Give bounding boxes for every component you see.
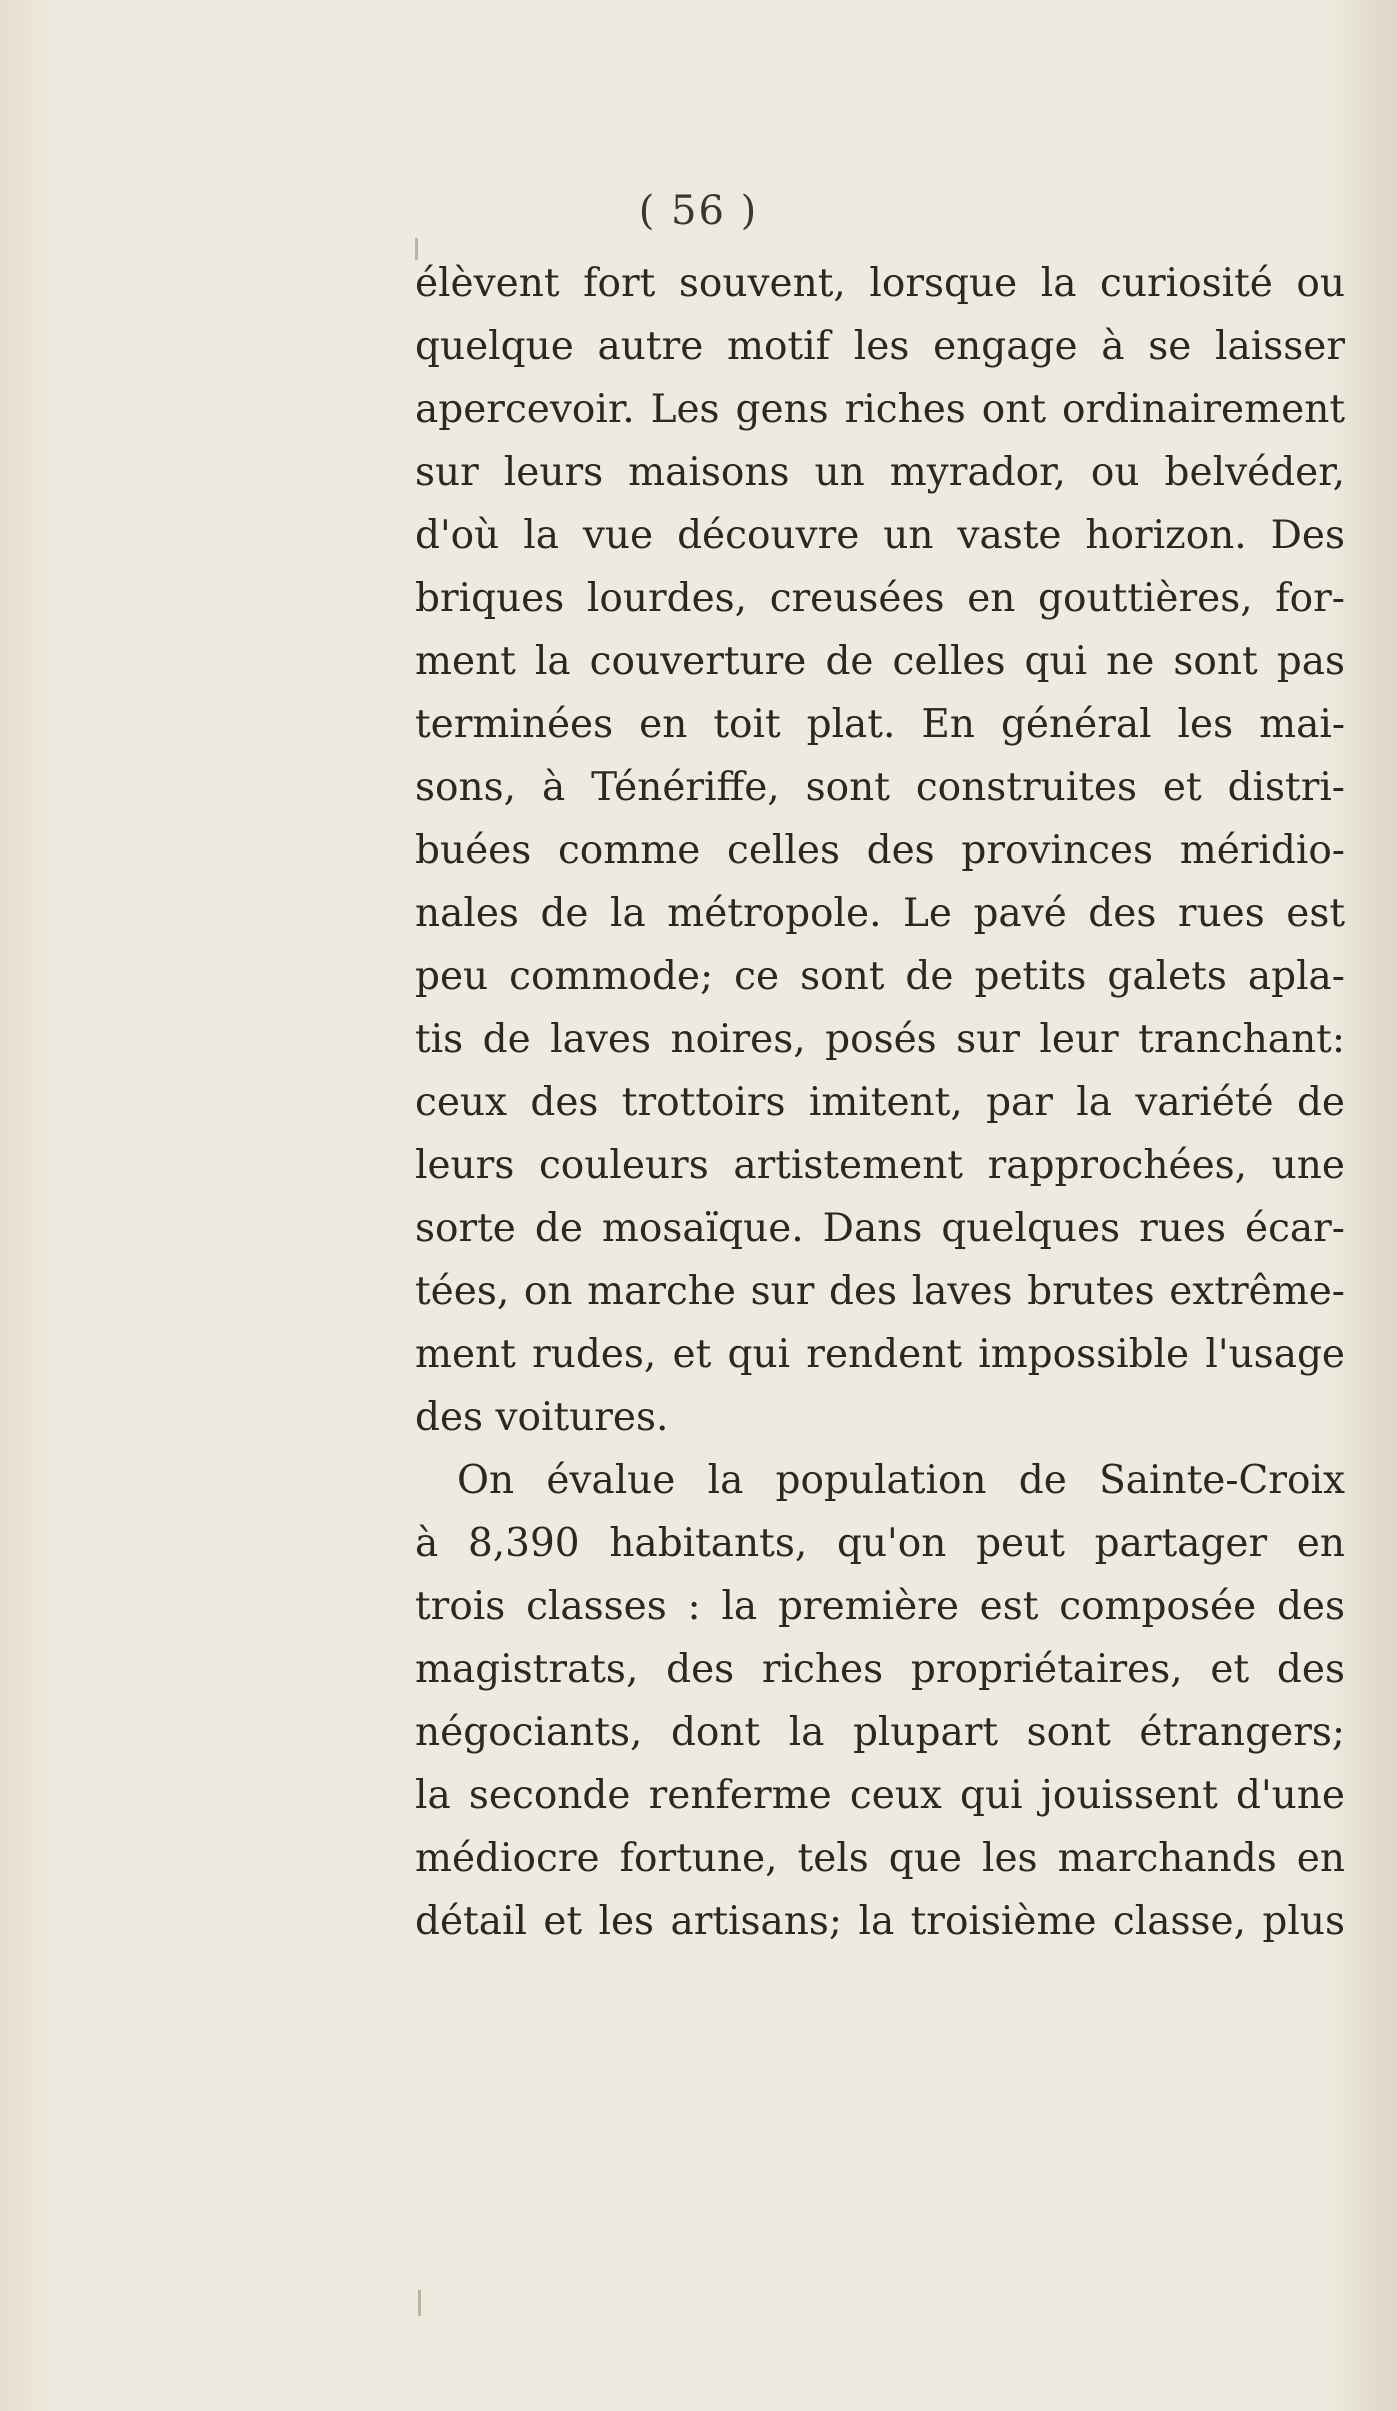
text-line: sorte de mosaïque. Dans quelques rues écar- [415,1206,1345,1251]
text-line: nales de la métropole. Le pavé des rues est [415,891,1345,936]
paragraph [415,1449,1345,1953]
text-line: tis de laves noires, posés sur leur tranchant: [415,1017,1345,1062]
text-line: à 8,390 habitants, qu'on peut partager en [415,1521,1345,1566]
text-line: On évalue la population de Sainte-Croix [457,1458,1345,1503]
text-line: apercevoir. Les gens riches ont ordinairement [415,387,1345,432]
text-line: magistrats, des riches propriétaires, et des [415,1647,1345,1692]
text-line: médiocre fortune, tels que les marchands en [415,1836,1345,1881]
text-line: quelque autre motif les engage à se laisser [415,324,1345,369]
text-line: peu commode; ce sont de petits galets apla- [415,954,1345,999]
paper-speck [418,2290,421,2316]
text-line: leurs couleurs artistement rapprochées, une [415,1143,1345,1188]
text-line: tées, on marche sur des laves brutes extrême- [415,1269,1345,1314]
text-line: la seconde renferme ceux qui jouissent d'une [415,1773,1345,1818]
paragraph [415,252,1345,1449]
text-line: des voitures. [415,1395,669,1440]
text-line: détail et les artisans; la troisième classe, plus [415,1899,1345,1944]
text-line: d'où la vue découvre un vaste horizon. Des [415,513,1345,558]
text-line: sons, à Ténériffe, sont construites et distri- [415,765,1345,810]
page-number: ( 56 ) [638,188,759,234]
body-text [415,252,1345,1953]
text-line: terminées en toit plat. En général les mai- [415,702,1345,747]
text-line: briques lourdes, creusées en gouttières, for- [415,576,1345,621]
text-line: buées comme celles des provinces méridio- [415,828,1345,873]
text-line: ceux des trottoirs imitent, par la variété de [415,1080,1345,1125]
text-line: ment rudes, et qui rendent impossible l'usage [415,1332,1345,1377]
text-line: négociants, dont la plupart sont étrangers; [415,1710,1345,1755]
text-line: trois classes : la première est composée des [415,1584,1345,1629]
text-line: ment la couverture de celles qui ne sont pas [415,639,1345,684]
text-line: sur leurs maisons un myrador, ou belvéder, [415,450,1345,495]
text-line: élèvent fort souvent, lorsque la curiosité ou [415,261,1345,306]
